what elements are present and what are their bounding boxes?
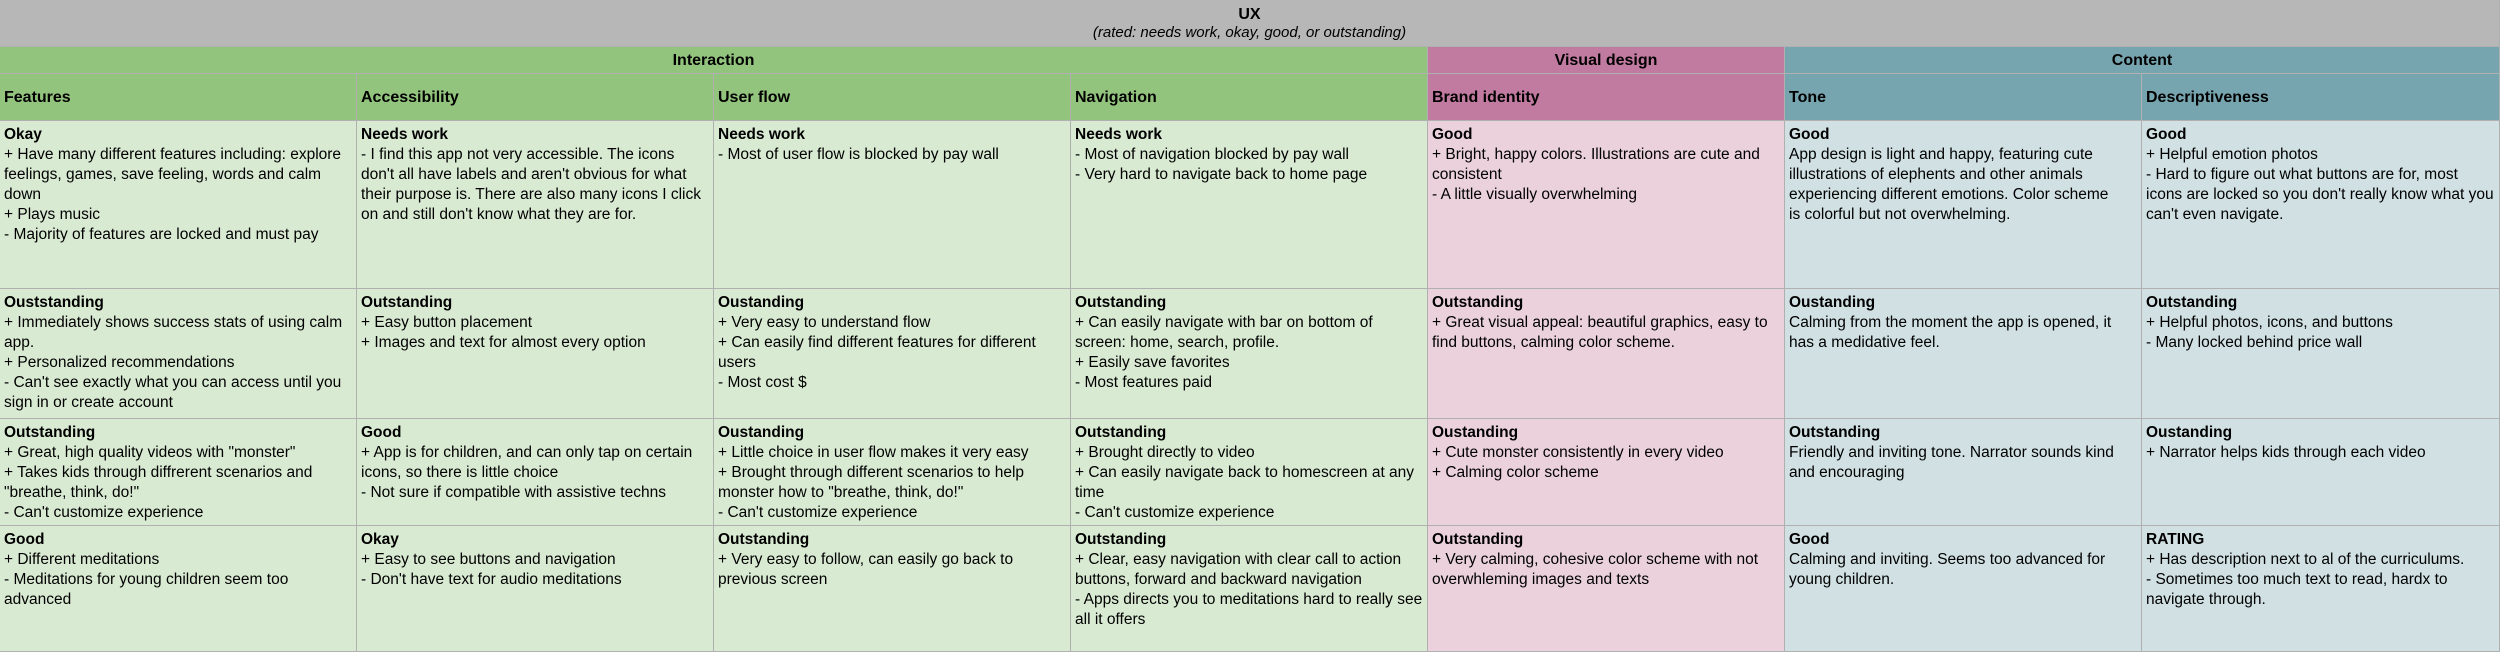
rating-label: RATING [2146,531,2205,548]
note-line: + Very easy to understand flow [718,314,931,331]
note-line: + Easy to see buttons and navigation [361,551,616,568]
rating-label: Good [361,424,402,441]
note-line: icons, so there is little choice [361,464,559,481]
table-cell[interactable] [357,289,714,419]
table-cell[interactable] [1428,121,1785,289]
note-line: Calming from the moment the app is opened, it has a medidative feel. [1789,314,2112,351]
rating-label: Outstanding [4,424,96,441]
table-cell[interactable] [1785,419,2142,526]
table-cell[interactable] [1071,121,1428,289]
note-line: + Can easily navigate back to homescreen at any time [1075,464,1415,501]
table-cell[interactable] [1428,289,1785,419]
note-line: - Majority of features are locked and must pay [4,226,319,243]
note-line: - Many locked behind price wall [2146,334,2363,351]
note-line: App design is light and happy, featuring cute illustrations of elephents and other animals experiencing different emotions. Color scheme [1789,146,2109,203]
note-line: - Most of user flow is blocked by pay wall [718,146,999,163]
table-cell[interactable] [2142,289,2500,419]
rating-label: Good [1789,126,1830,143]
note-line: + App is for children, and can only tap on certain [361,444,693,461]
rating-label: Outstanding [1075,294,1167,311]
table-cell[interactable] [1071,526,1428,652]
title-cell[interactable] [0,0,2500,47]
rating-label: Good [1432,126,1473,143]
note-line: + Clear, easy navigation with clear call to action buttons, forward and backward navigation [1075,551,1402,588]
note-line: + Brought through different scenarios to help monster how to "breathe, think, do!" [718,464,1025,501]
column-header-tone[interactable]: Tone [1785,74,2142,121]
rating-label: Oustanding [1432,424,1519,441]
note-line: + Cute monster consistently in every video [1432,444,1724,461]
table-cell[interactable] [714,121,1071,289]
table-cell[interactable] [2142,419,2500,526]
note-line: + Immediately shows success stats of using calm app. [4,314,343,351]
note-line: Friendly and inviting tone. Narrator sounds kind and encouraging [1789,444,2114,481]
rating-label: Outstanding [1789,424,1881,441]
note-line: - Apps directs you to meditations hard to really see all it offers [1075,591,1423,628]
rating-label: Okay [361,531,399,548]
note-line: - Can't customize experience [718,504,918,521]
rating-label: Oustanding [2146,424,2233,441]
note-line: - Most features paid [1075,374,1212,391]
note-line: + Easy button placement [361,314,533,331]
table-cell[interactable] [2142,526,2500,652]
note-line: + Calming color scheme [1432,464,1599,481]
note-line: + Can easily find different features for different users [718,334,1036,371]
note-line: + Have many different features including: explore feelings, games, save feeling, words and calm down [4,146,342,203]
note-line: - A little visually overwhelming [1432,186,1638,203]
note-line: + Narrator helps kids through each video [2146,444,2426,461]
table-cell[interactable] [0,526,357,652]
column-header-user-flow[interactable]: User flow [714,74,1071,121]
table-cell[interactable] [0,121,357,289]
note-line: + Different meditations [4,551,160,568]
group-header-content[interactable]: Content [1785,47,2500,74]
note-line: - Most of navigation blocked by pay wall [1075,146,1349,163]
table-cell[interactable] [1428,419,1785,526]
group-header-interaction[interactable]: Interaction [0,47,1428,74]
note-line: + Has description next to al of the curriculums. [2146,551,2465,568]
table-cell[interactable] [714,419,1071,526]
note-line: + Helpful emotion photos [2146,146,2318,163]
rating-label: Good [1789,531,1830,548]
table-cell[interactable] [0,419,357,526]
column-header-accessibility[interactable]: Accessibility [357,74,714,121]
rating-label: Outstanding [1432,294,1524,311]
rating-label: Oustanding [1789,294,1876,311]
note-line: - Hard to figure out what buttons are for, most icons are locked so you don't really know what you can't even navigate. [2146,166,2494,223]
rating-label: Outstanding [1075,424,1167,441]
note-line: + Great, high quality videos with "monster" [4,444,296,461]
rating-label: Outstanding [1075,531,1167,548]
rating-label: Good [4,531,45,548]
table-cell[interactable] [714,526,1071,652]
rating-label: Outstanding [718,531,810,548]
rating-label: Outstanding [361,294,453,311]
note-line: + Images and text for almost every option [361,334,646,351]
table-cell[interactable] [1428,526,1785,652]
note-line: is colorful but not overwhelming. [1789,206,2011,223]
rating-label: Good [2146,126,2187,143]
note-line: + Can easily navigate with bar on bottom of screen: home, search, profile. [1075,314,1373,351]
note-line: + Great visual appeal: beautiful graphics, easy to find buttons, calming color scheme. [1432,314,1768,351]
table-cell[interactable] [0,289,357,419]
note-line: + Very calming, cohesive color scheme with not overwhleming images and texts [1432,551,1759,588]
note-line: - Can't see exactly what you can access until you sign in or create account [4,374,342,411]
note-line: + Personalized recommendations [4,354,235,371]
sheet-subtitle: (rated: needs work, okay, good, or outstanding) [1092,24,1407,41]
note-line: + Little choice in user flow makes it very easy [718,444,1029,461]
note-line: Calming and inviting. Seems too advanced for young children. [1789,551,2106,588]
rating-label: Oustanding [718,424,805,441]
rating-label: Outstanding [2146,294,2238,311]
column-header-brand-identity[interactable]: Brand identity [1428,74,1785,121]
rating-label: Outstanding [1432,531,1524,548]
rating-label: Oustanding [718,294,805,311]
note-line: + Takes kids through diffrerent scenarios and "breathe, think, do!" [4,464,313,501]
rating-label: Needs work [361,126,449,143]
column-header-descriptiveness[interactable]: Descriptiveness [2142,74,2500,121]
note-line: + Easily save favorites [1075,354,1230,371]
table-cell[interactable] [1785,121,2142,289]
table-cell[interactable] [1785,289,2142,419]
note-line: + Bright, happy colors. Illustrations are cute and consistent [1432,146,1760,183]
table-cell[interactable] [2142,121,2500,289]
group-header-visual-design[interactable]: Visual design [1428,47,1785,74]
table-cell[interactable] [714,289,1071,419]
rating-label: Needs work [718,126,806,143]
note-line: - Can't customize experience [1075,504,1275,521]
note-line: + Very easy to follow, can easily go back to previous screen [718,551,1014,588]
rating-label: Okay [4,126,42,143]
sheet-title: UX [1238,6,1261,23]
rating-label: Ouststanding [4,294,104,311]
table-cell[interactable] [1785,526,2142,652]
note-line: + Brought directly to video [1075,444,1255,461]
note-line: - Very hard to navigate back to home page [1075,166,1368,183]
note-line: - Don't have text for audio meditations [361,571,622,588]
table-cell[interactable] [357,419,714,526]
table-cell[interactable] [357,121,714,289]
column-header-navigation[interactable]: Navigation [1071,74,1428,121]
note-line: - Sometimes too much text to read, hardx to navigate through. [2146,571,2448,608]
rating-label: Needs work [1075,126,1163,143]
note-line: - Not sure if compatible with assistive techns [361,484,666,501]
note-line: + Plays music [4,206,101,223]
note-line: - Meditations for young children seem too advanced [4,571,289,608]
table-cell[interactable] [357,526,714,652]
note-line: - Can't customize experience [4,504,204,521]
table-cell[interactable] [1071,289,1428,419]
note-line: + Helpful photos, icons, and buttons [2146,314,2393,331]
table-cell[interactable] [1071,419,1428,526]
column-header-features[interactable]: Features [0,74,357,121]
note-line: - Most cost $ [718,374,807,391]
note-line: - I find this app not very accessible. The icons don't all have labels and aren't obvious for what their purpose is. There are also many icons I click on and still don't know what they are for. [361,146,702,223]
